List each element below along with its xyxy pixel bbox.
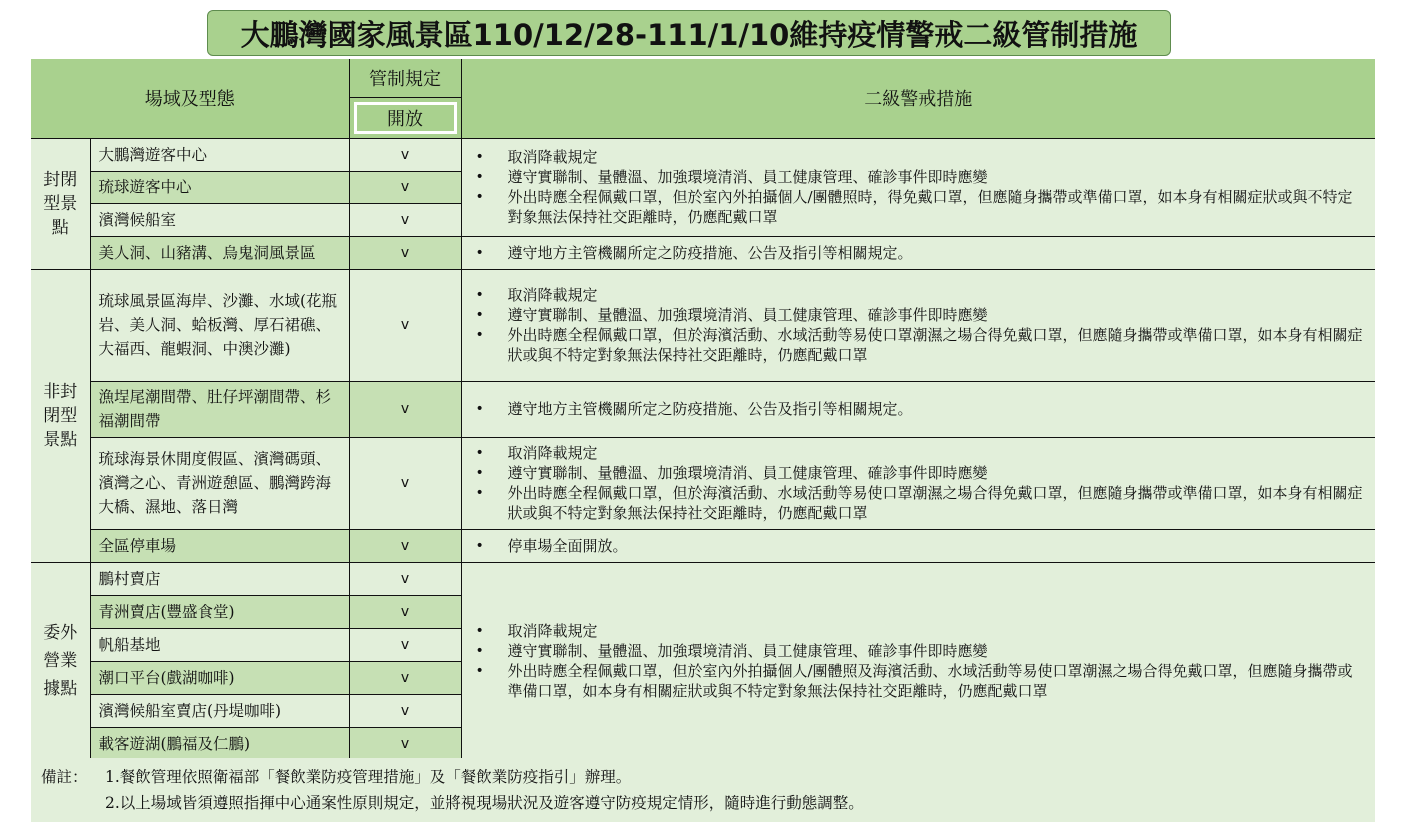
remark-item: 2.以上場域皆須遵照指揮中心通案性原則規定，並將視現場狀況及遊客遵守防疫規定情形，隨時進行動態調整。 xyxy=(105,794,864,812)
venue-row: 青洲賣店(豐盛食堂) xyxy=(90,595,349,628)
category-outsourced: 委外營業據點 xyxy=(31,562,90,760)
remark-item: 1.餐飲管理依照衛福部「餐飲業防疫管理措施」及「餐飲業防疫指引」辦理。 xyxy=(105,768,632,786)
venue-type-header: 場域及型態 xyxy=(31,59,349,138)
open-mark: v xyxy=(349,529,461,562)
venue-row: 琉球風景區海岸、沙灘、水域(花瓶岩、美人洞、蛤板灣、厚石裙礁、大福西、龍蝦洞、中澳沙灘) xyxy=(90,269,349,381)
control-measures-table xyxy=(31,59,1375,761)
venue-row: 大鵬灣遊客中心 xyxy=(90,138,349,171)
remarks xyxy=(31,758,1375,822)
measure-item: • 取消降載規定 xyxy=(476,147,1366,167)
venue-row: 漁埕尾潮間帶、肚仔坪潮間帶、杉福潮間帶 xyxy=(90,381,349,437)
measures-intertidal xyxy=(461,381,1375,437)
control-rule-header: 管制規定 xyxy=(349,59,461,97)
open-mark: v xyxy=(349,694,461,727)
page-title: 大鵬灣國家風景區110/12/28-111/1/10維持疫情警戒二級管制措施 xyxy=(207,10,1171,56)
open-mark: v xyxy=(349,236,461,269)
measures-coastal xyxy=(461,269,1375,381)
measures-outsourced xyxy=(461,562,1375,760)
venue-row: 濱灣候船室賣店(丹堤咖啡) xyxy=(90,694,349,727)
measure-item: • 外出時應全程佩戴口罩，但於室內外拍攝個人/團體照時，得免戴口罩，但應隨身攜帶或準備口罩，如本身有相關症狀或與不特定對象無法保持社交距離時，仍應配戴口罩 xyxy=(476,187,1366,227)
open-mark: v xyxy=(349,628,461,661)
measure-item: • 遵守實聯制、量體溫、加強環境清消、員工健康管理、確診事件即時應變 xyxy=(476,305,1366,325)
measure-item: • 遵守實聯制、量體溫、加強環境清消、員工健康管理、確診事件即時應變 xyxy=(476,463,1366,483)
open-mark: v xyxy=(349,269,461,381)
open-header: 開放 xyxy=(354,102,457,134)
venue-row: 潮口平台(戲湖咖啡) xyxy=(90,661,349,694)
venue-row: 美人洞、山豬溝、烏鬼洞風景區 xyxy=(90,236,349,269)
venue-row: 全區停車場 xyxy=(90,529,349,562)
open-mark: v xyxy=(349,138,461,171)
open-mark: v xyxy=(349,595,461,628)
measures-parking xyxy=(461,529,1375,562)
open-mark: v xyxy=(349,171,461,203)
open-mark: v xyxy=(349,661,461,694)
open-mark: v xyxy=(349,727,461,760)
venue-row: 帆船基地 xyxy=(90,628,349,661)
venue-row: 濱灣候船室 xyxy=(90,203,349,236)
measure-item: • 取消降載規定 xyxy=(476,285,1366,305)
measures-closed xyxy=(461,138,1375,236)
category-open: 非封閉型景點 xyxy=(31,269,90,562)
measure-item: • 遵守地方主管機關所定之防疫措施、公告及指引等相關規定。 xyxy=(476,399,1366,419)
measure-item: • 遵守地方主管機關所定之防疫措施、公告及指引等相關規定。 xyxy=(476,243,1366,263)
remarks-label: 備註： xyxy=(41,768,88,786)
measure-item: • 外出時應全程佩戴口罩，但於室內外拍攝個人/團體照及海濱活動、水域活動等易使口罩潮濕之場合得免戴口罩，但應隨身攜帶或準備口罩，如本身有相關症狀或與不特定對象無法保持社交距離時，仍應配戴口罩 xyxy=(476,661,1366,701)
measure-item: • 外出時應全程佩戴口罩，但於海濱活動、水域活動等易使口罩潮濕之場合得免戴口罩，但應隨身攜帶或準備口罩，如本身有相關症狀或與不特定對象無法保持社交距離時，仍應配戴口罩 xyxy=(476,325,1366,365)
venue-row: 鵬村賣店 xyxy=(90,562,349,595)
measure-item: • 遵守實聯制、量體溫、加強環境清消、員工健康管理、確診事件即時應變 xyxy=(476,641,1366,661)
open-mark: v xyxy=(349,381,461,437)
measure-item: • 取消降載規定 xyxy=(476,621,1366,641)
measure-item: • 外出時應全程佩戴口罩，但於海濱活動、水域活動等易使口罩潮濕之場合得免戴口罩，但應隨身攜帶或準備口罩，如本身有相關症狀或與不特定對象無法保持社交距離時，仍應配戴口罩 xyxy=(476,483,1366,523)
measure-item: • 取消降載規定 xyxy=(476,443,1366,463)
venue-row: 琉球遊客中心 xyxy=(90,171,349,203)
measures-local-rules xyxy=(461,236,1375,269)
venue-row: 琉球海景休閒度假區、濱灣碼頭、濱灣之心、青洲遊憩區、鵬灣跨海大橋、濕地、落日灣 xyxy=(90,437,349,529)
measure-item: • 遵守實聯制、量體溫、加強環境清消、員工健康管理、確診事件即時應變 xyxy=(476,167,1366,187)
open-mark: v xyxy=(349,203,461,236)
measure-item: • 停車場全面開放。 xyxy=(476,536,1366,556)
open-mark: v xyxy=(349,562,461,595)
category-closed: 封閉型景點 xyxy=(31,138,90,269)
measures-leisure-area xyxy=(461,437,1375,529)
venue-row: 載客遊湖(鵬福及仁鵬) xyxy=(90,727,349,760)
level2-measures-header: 二級警戒措施 xyxy=(461,59,1375,138)
open-mark: v xyxy=(349,437,461,529)
